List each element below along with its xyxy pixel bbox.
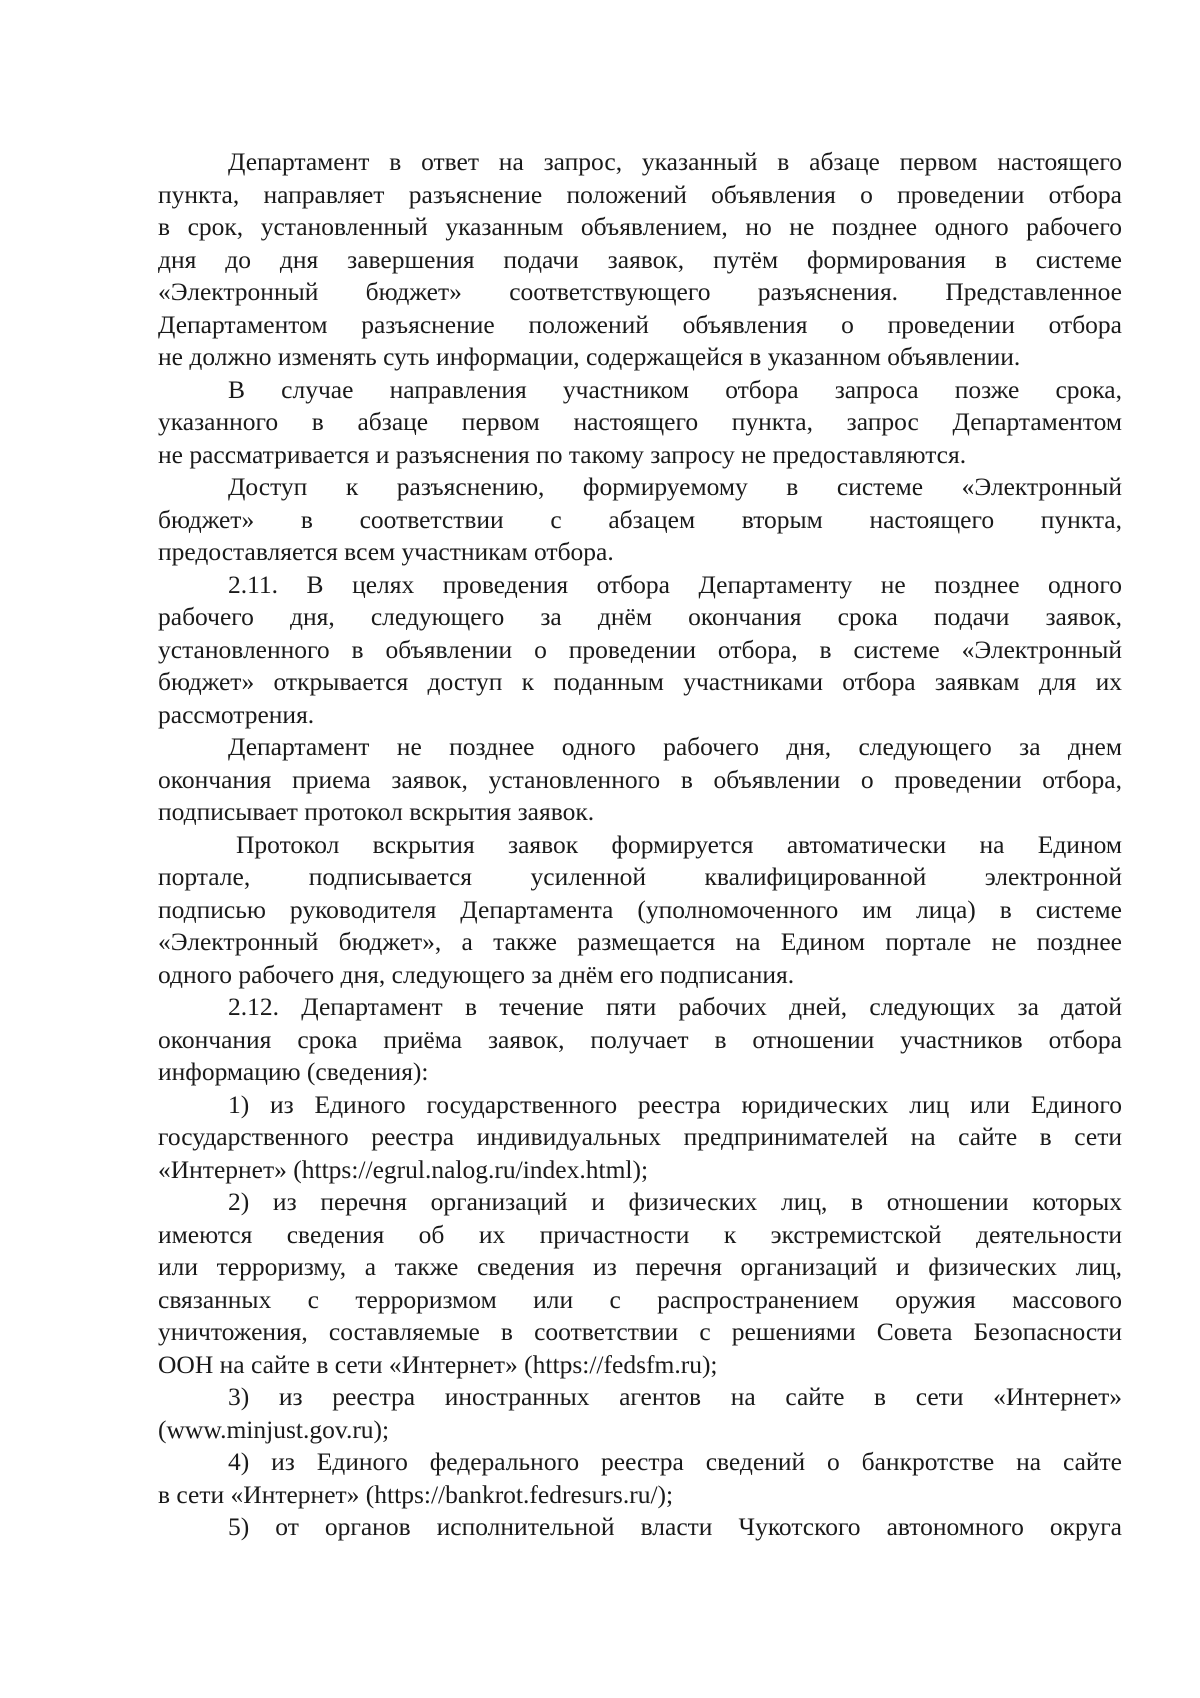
text-line: 3) из реестра иностранных агентов на сайте в сети «Интернет» (228, 1382, 1122, 1411)
list-item-4 (158, 1446, 1122, 1511)
text-line: установленного в объявлении о проведении отбора, в системе «Электронный (158, 634, 1122, 664)
text-line: Протокол вскрытия заявок формируется автоматически на Едином (236, 829, 1122, 859)
text-line: одного рабочего дня, следующего за днём его подписания. (158, 959, 795, 989)
text-line: подписью руководителя Департамента (уполномоченного им лица) в системе (158, 894, 1122, 924)
text-line: в сети «Интернет» (https://bankrot.fedresurs.ru/); (158, 1479, 674, 1509)
text-line: портале, подписывается усиленной квалифицированной электронной (158, 862, 1122, 891)
text-line: рабочего дня, следующего за днём окончания срока подачи заявок, (158, 602, 1122, 631)
text-line: бюджет» в соответствии с абзацем вторым настоящего пункта, (158, 504, 1122, 534)
text-line: в срок, установленный указанным объявлением, но не позднее одного рабочего (158, 212, 1122, 241)
document-page (158, 146, 1122, 1544)
text-line: 4) из Единого федерального реестра сведений о банкротстве на сайте (228, 1447, 1122, 1476)
paragraph-protocol-signing (158, 731, 1122, 829)
text-line: «Интернет» (https://egrul.nalog.ru/index.html); (158, 1154, 649, 1184)
text-line: рассмотрения. (158, 699, 315, 729)
text-line: бюджет» открывается доступ к поданным участниками отбора заявкам для их (158, 667, 1122, 696)
text-line: ООН на сайте в сети «Интернет» (https://fedsfm.ru); (158, 1349, 718, 1379)
text-line: информацию (сведения): (158, 1057, 429, 1086)
text-line: пункта, направляет разъяснение положений объявления о проведении отбора (158, 179, 1122, 209)
text-line: В случае направления участником отбора запроса позже срока, (228, 374, 1122, 404)
text-line: не должно изменять суть информации, содержащейся в указанном объявлении. (158, 342, 1021, 371)
text-line: окончания срока приёма заявок, получает в отношении участников отбора (158, 1024, 1122, 1054)
text-line: указанного в абзаце первом настоящего пункта, запрос Департаментом (158, 407, 1122, 436)
list-item-3 (158, 1381, 1122, 1446)
text-line: подписывает протокол вскрытия заявок. (158, 797, 595, 826)
paragraph-protocol-formation (158, 829, 1122, 992)
list-item-1 (158, 1089, 1122, 1187)
paragraph-late-request (158, 374, 1122, 472)
text-line: окончания приема заявок, установленного в объявлении о проведении отбора, (158, 764, 1122, 794)
text-line: (www.minjust.gov.ru); (158, 1414, 390, 1444)
text-line: 5) от органов исполнительной власти Чукотского автономного округа (228, 1512, 1122, 1541)
text-line: Департамент не позднее одного рабочего дня, следующего за днем (228, 732, 1122, 761)
text-line: Департамент в ответ на запрос, указанный в абзаце первом настоящего (228, 147, 1122, 176)
list-item-2 (158, 1186, 1122, 1381)
text-line: «Электронный бюджет» соответствующего разъяснения. Представленное (158, 277, 1122, 306)
paragraph-2-12 (158, 991, 1122, 1089)
text-line: предоставляется всем участникам отбора. (158, 537, 614, 566)
list-item-5 (158, 1511, 1122, 1544)
text-line: уничтожения, составляемые в соответствии с решениями Совета Безопасности (158, 1317, 1122, 1346)
paragraph-clarification-response (158, 146, 1122, 374)
paragraph-2-11 (158, 569, 1122, 732)
text-line: дня до дня завершения подачи заявок, путём формирования в системе (158, 244, 1122, 274)
text-line: или терроризму, а также сведения из перечня организаций и физических лиц, (158, 1252, 1122, 1281)
text-line: Департаментом разъяснение положений объявления о проведении отбора (158, 309, 1122, 339)
text-line: 2.11. В целях проведения отбора Департаменту не позднее одного (228, 569, 1122, 599)
text-line: имеются сведения об их причастности к экстремистской деятельности (158, 1219, 1122, 1249)
text-line: 2) из перечня организаций и физических лиц, в отношении которых (228, 1187, 1122, 1216)
text-line: не рассматривается и разъяснения по такому запросу не предоставляются. (158, 439, 967, 469)
text-line: 2.12. Департамент в течение пяти рабочих дней, следующих за датой (228, 992, 1122, 1021)
paragraph-access-clarification (158, 471, 1122, 569)
text-line: Доступ к разъяснению, формируемому в системе «Электронный (228, 472, 1122, 501)
text-line: 1) из Единого государственного реестра юридических лиц или Единого (228, 1089, 1122, 1119)
text-line: «Электронный бюджет», а также размещается на Едином портале не позднее (158, 927, 1122, 956)
text-line: связанных с терроризмом или с распространением оружия массового (158, 1284, 1122, 1314)
text-line: государственного реестра индивидуальных предпринимателей на сайте в сети (158, 1122, 1122, 1151)
